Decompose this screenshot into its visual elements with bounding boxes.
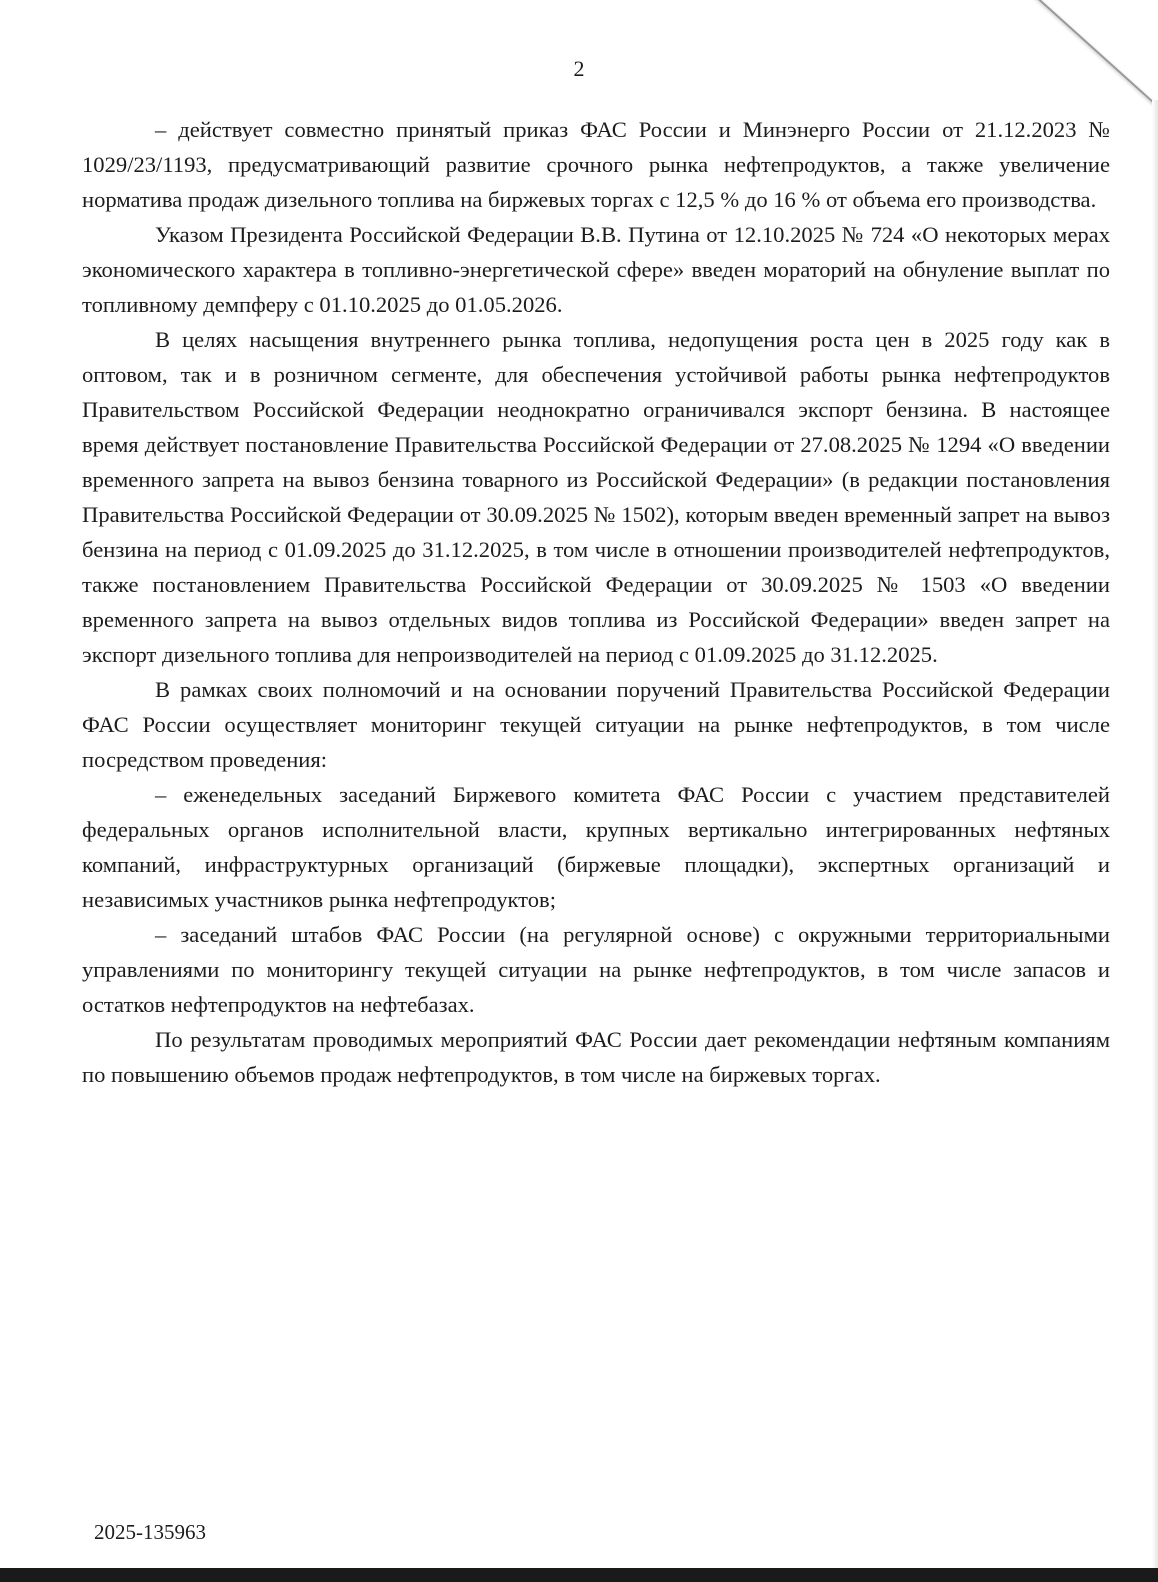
document-body <box>82 112 1110 1092</box>
bottom-border <box>0 1568 1158 1582</box>
paragraph-presidential-decree: Указом Президента Российской Федерации В.В. Путина от 12.10.2025 № 724 «О некоторых мерах экономического характера в топливно-энергетической сфере» введен мораторий на обнуление выплат по топливному демпферу с 01.10.2025 до 01.05.2026. <box>82 222 1110 317</box>
document-id: 2025-135963 <box>94 1520 206 1544</box>
page-edge-shadow <box>1152 100 1158 1568</box>
paragraph-recommendations: По результатам проводимых мероприятий ФАС России дает рекомендации нефтяным компаниям по повышению объемов продаж нефтепродуктов, в том числе на биржевых торгах. <box>82 1027 1110 1087</box>
paragraph-exchange-committee: – еженедельных заседаний Биржевого комитета ФАС России с участием представителей федеральных органов исполнительной власти, крупных вертикально интегрированных нефтяных компаний, инфраструктурных организаций (биржевые площадки), экспертных организаций и независимых участников рынка нефтепродуктов; <box>82 782 1110 912</box>
paragraph-export-ban: В целях насыщения внутреннего рынка топлива, недопущения роста цен в 2025 году как в оптовом, так и в розничном сегменте, для обеспечения устойчивой работы рынка нефтепродуктов Правительством Российской Федерации неоднократно ограничивался экспорт бензина. В настоящее время действует постановление Правительства Российской Федерации от 27.08.2025 № 1294 «О введении временного запрета на вывоз бензина товарного из Российской Федерации» (в редакции постановления Правительства Российской Федерации от 30.09.2025 № 1502), которым введен временный запрет на вывоз бензина на период с 01.09.2025 до 31.12.2025, в том числе в отношении производителей нефтепродуктов, также постановлением Правительства Российской Федерации от 30.09.2025 № 1503 «О введении временного запрета на вывоз отдельных видов топлива из Российской Федерации» введен запрет на экспорт дизельного топлива для непроизводителей на период с 01.09.2025 до 31.12.2025. <box>82 327 1110 667</box>
paragraph-monitoring: В рамках своих полномочий и на основании поручений Правительства Российской Федерации ФАС России осуществляет мониторинг текущей ситуации на рынке нефтепродуктов, в том числе посредством проведения: <box>82 677 1110 772</box>
paragraph-headquarters-meetings: – заседаний штабов ФАС России (на регулярной основе) с окружными территориальными управлениями по мониторингу текущей ситуации на рынке нефтепродуктов, в том числе запасов и остатков нефтепродуктов на нефтебазах. <box>82 922 1110 1017</box>
paragraph-order-fas-minenergo: – действует совместно принятый приказ ФАС России и Минэнерго России от 21.12.2023 № 1029/23/1193, предусматривающий развитие срочного рынка нефтепродуктов, а также увеличение норматива продаж дизельного топлива на биржевых торгах с 12,5 % до 16 % от объема его производства. <box>82 117 1110 212</box>
page-number: 2 <box>573 56 585 81</box>
